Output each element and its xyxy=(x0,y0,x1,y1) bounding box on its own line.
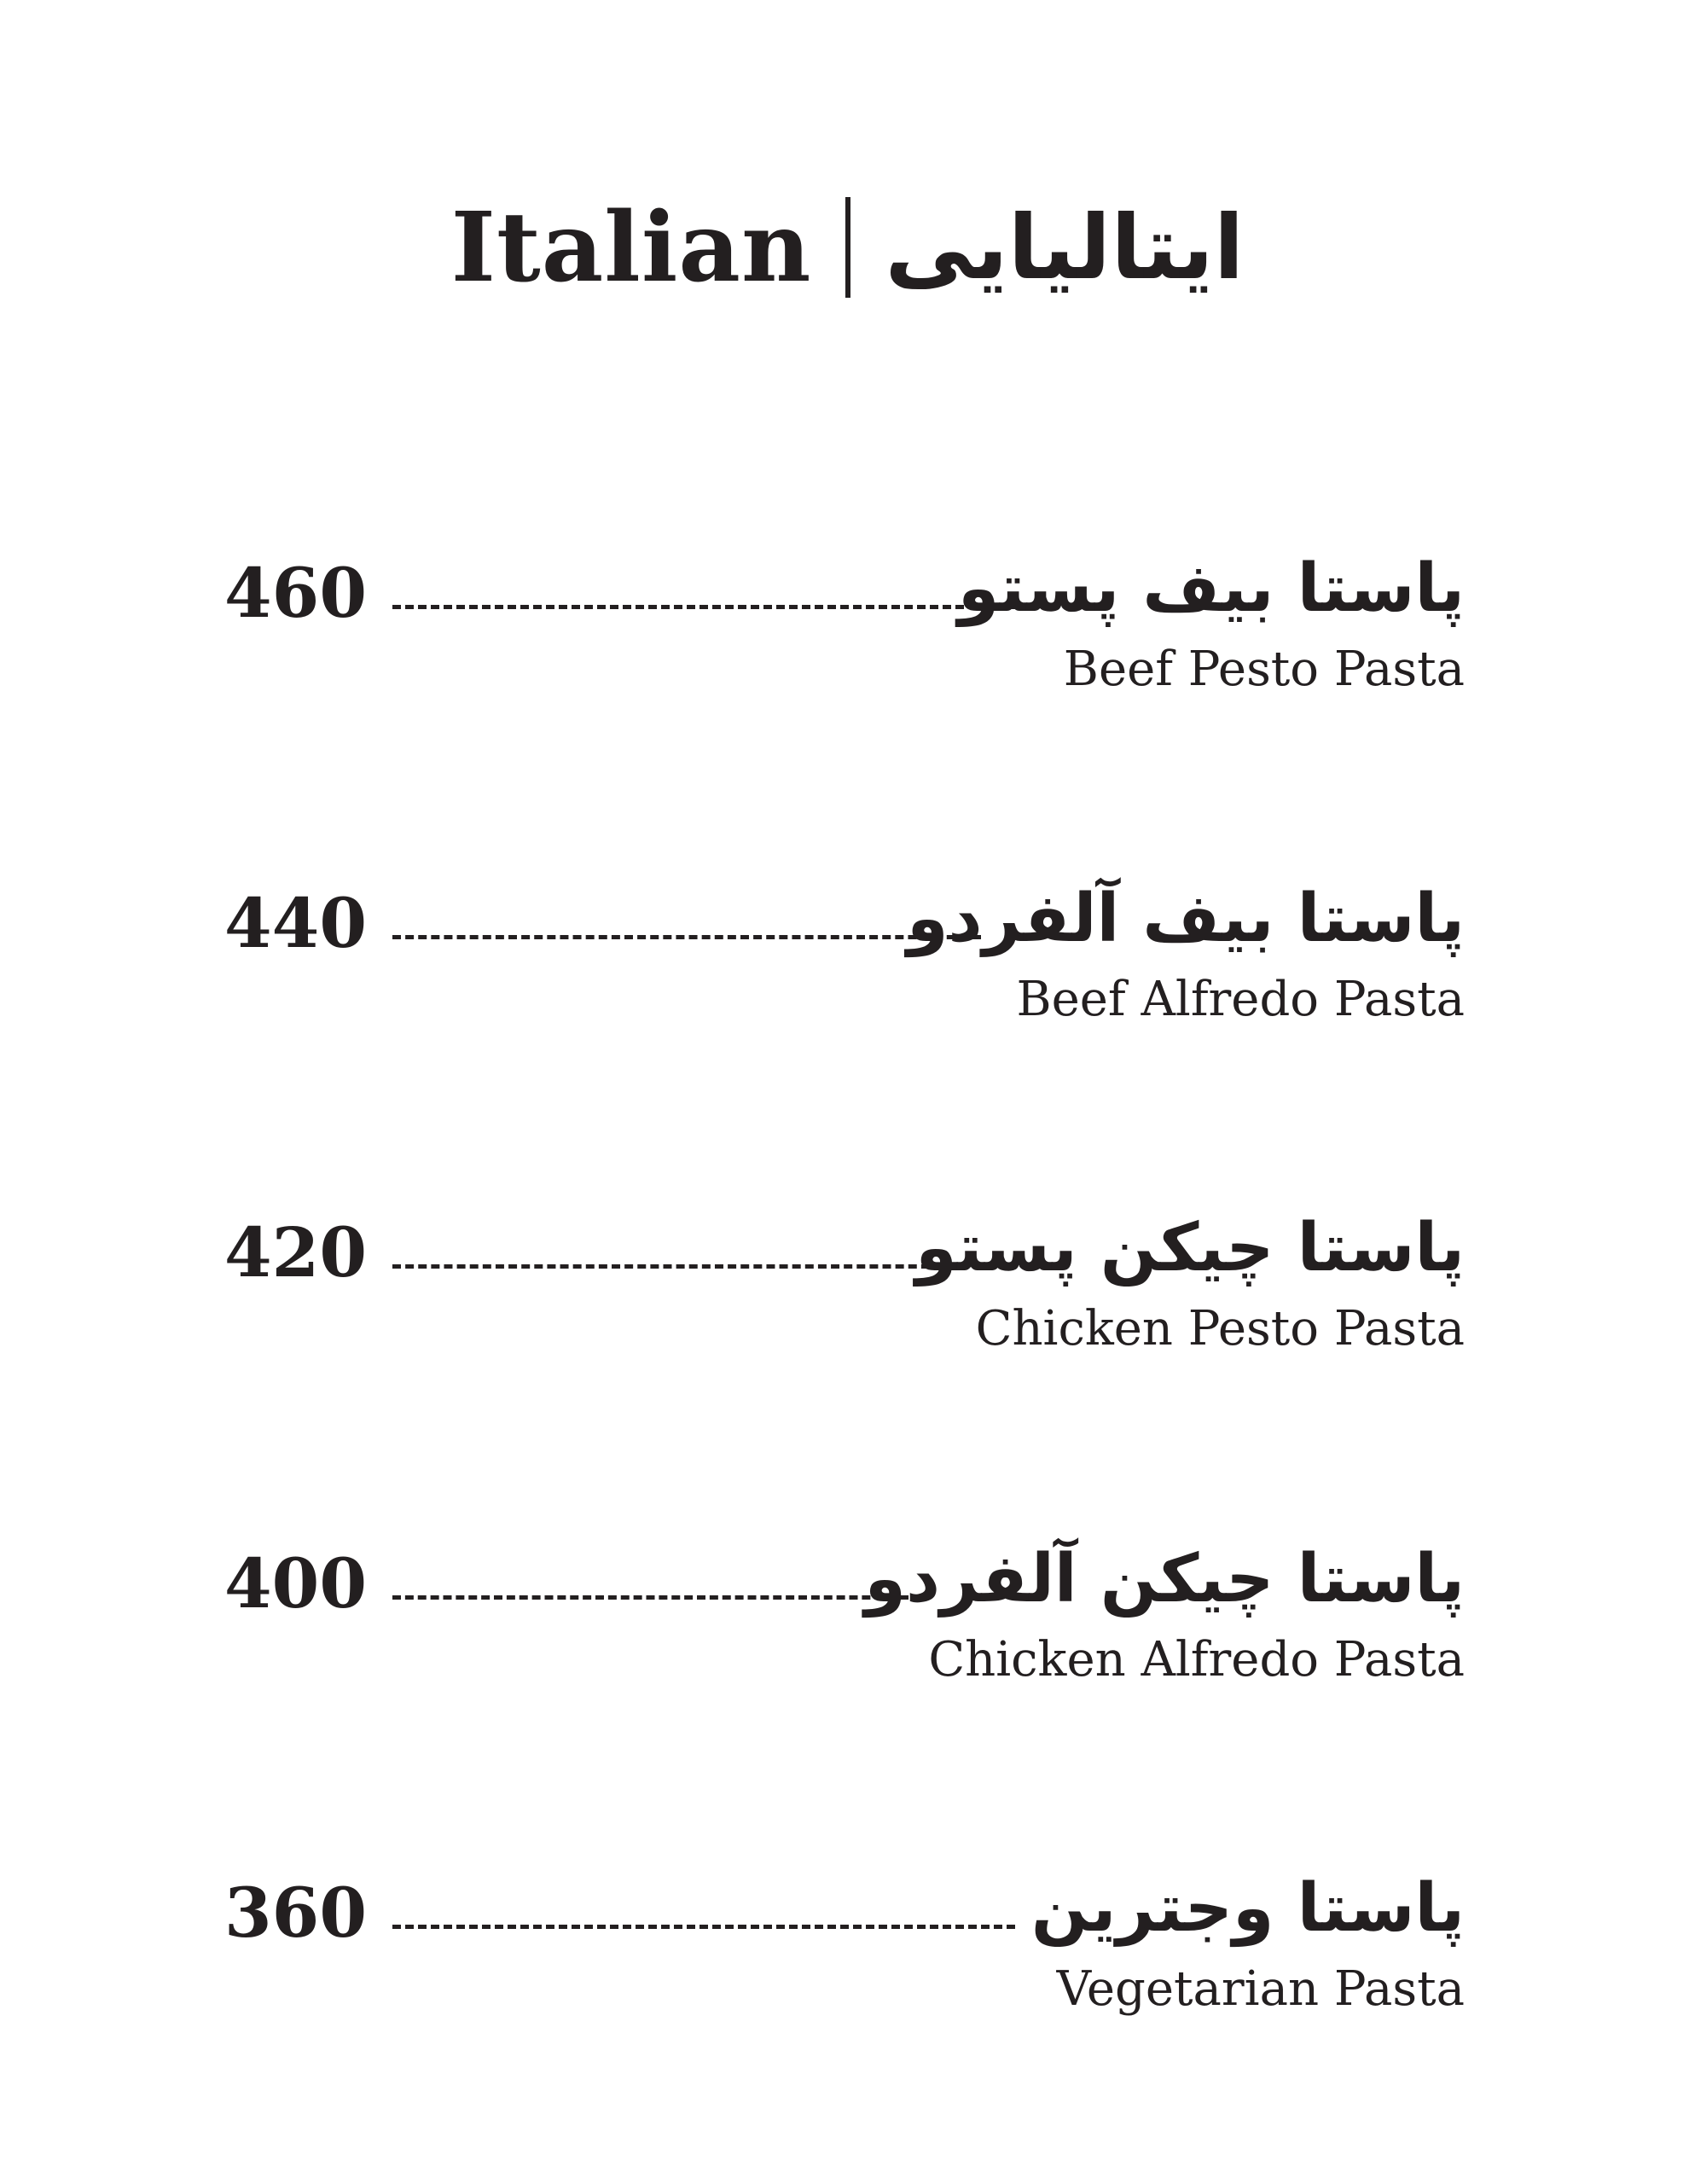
item-price: 400 xyxy=(224,1543,367,1623)
item-price: 440 xyxy=(224,883,367,963)
item-name-english: Vegetarian Pasta xyxy=(1056,1961,1465,2017)
menu-item xyxy=(0,880,1695,1068)
item-price: 460 xyxy=(224,553,367,633)
dotted-leader xyxy=(392,605,1015,609)
dotted-leader xyxy=(392,1264,943,1269)
dotted-leader xyxy=(392,935,981,939)
item-name-persian: پاستا بیف آلفردو xyxy=(907,880,1465,957)
title-persian: ایتالیایی xyxy=(885,195,1245,299)
item-name-english: Beef Alfredo Pasta xyxy=(1016,972,1465,1027)
item-name-persian: پاستا چیکن آلفردو xyxy=(864,1541,1465,1618)
item-name-english: Chicken Pesto Pasta xyxy=(975,1301,1465,1356)
title-english: Italian xyxy=(450,191,812,304)
dotted-leader xyxy=(392,1595,908,1600)
item-name-english: Chicken Alfredo Pasta xyxy=(928,1632,1465,1687)
item-name-english: Beef Pesto Pasta xyxy=(1063,642,1465,697)
title-divider xyxy=(845,197,850,298)
menu-item xyxy=(0,550,1695,738)
item-price: 420 xyxy=(224,1212,367,1292)
page-title xyxy=(0,171,1695,324)
menu-item xyxy=(0,1870,1695,2058)
dotted-leader xyxy=(392,1925,1015,1929)
item-name-persian: پاستا بیف پستو xyxy=(957,550,1465,627)
item-name-persian: پاستا وجترین xyxy=(1030,1870,1465,1947)
menu-item xyxy=(0,1541,1695,1728)
menu-item xyxy=(0,1210,1695,1397)
item-price: 360 xyxy=(224,1873,367,1953)
item-name-persian: پاستا چیکن پستو xyxy=(915,1210,1465,1287)
